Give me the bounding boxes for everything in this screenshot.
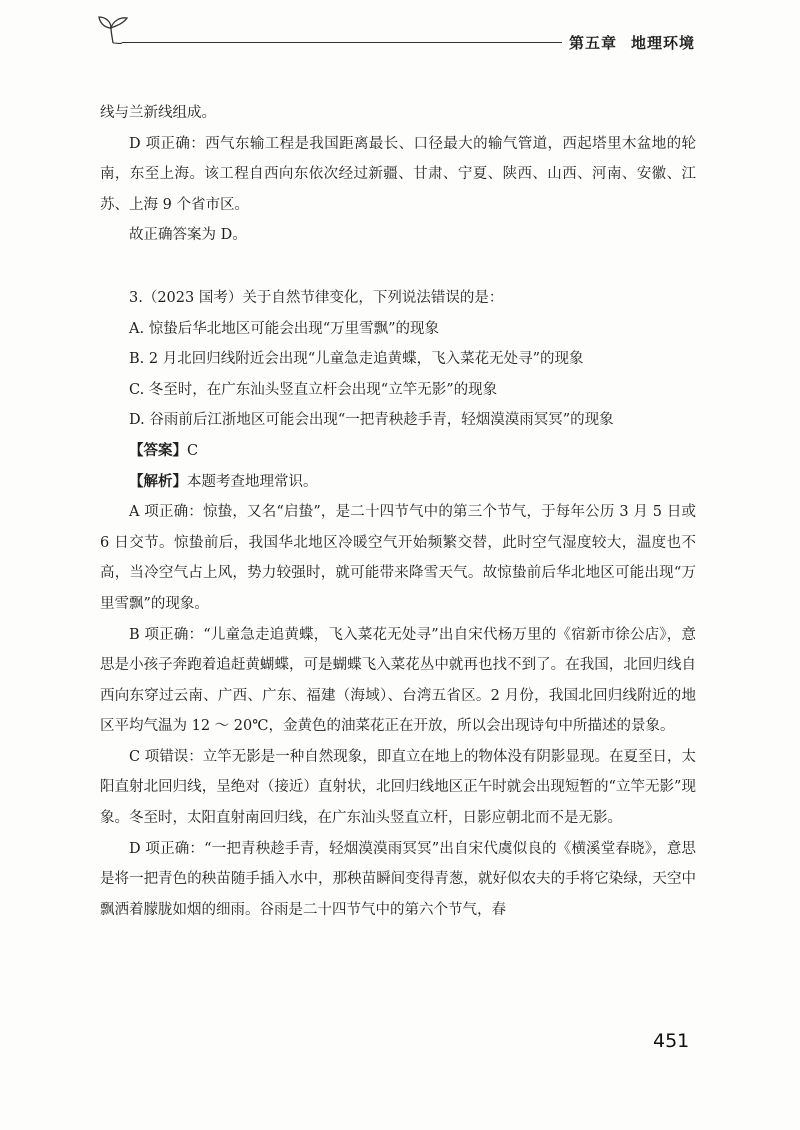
question-3-option-d: D. 谷雨前后江浙地区可能会出现“一把青秧趁手青，轻烟漠漠雨冥冥”的现象 xyxy=(129,412,614,429)
question-3-option-a: A. 惊蛰后华北地区可能会出现“万里雪飘”的现象 xyxy=(129,320,440,337)
chapter-number: 第五章 xyxy=(569,34,618,52)
page-body xyxy=(100,98,696,925)
spacer xyxy=(100,251,696,283)
answer-value: C xyxy=(187,442,199,459)
explanation-d: D 项正确：“一把青秧趁手青，轻烟漠漠雨冥冥”出自宋代虞似良的《横溪堂春晓》，意思是将一把青色的秧苗随手插入水中，那秧苗瞬间变得青葱，就好似农夫的手将它染绿，天空中飘洒着朦胧如烟的细雨。谷雨是二十四节气中的第六个节气，春 xyxy=(100,840,696,918)
explanation-a: A 项正确：惊蛰，又名“启蛰”，是二十四节气中的第三个节气，于每年公历 3 月 5 日或 6 日交节。惊蛰前后，我国华北地区冷暖空气开始频繁交替，此时空气湿度较大，温度也不高，当冷空气占上风，势力较强时，就可能带来降雪天气。故惊蛰前后华北地区可能出现“万里雪飘”的现象。 xyxy=(100,504,696,612)
answer-tag: 【答案】 xyxy=(129,441,187,459)
paragraph-option-d-explanation: D 项正确：西气东输工程是我国距离最长、口径最大的输气管道，西起塔里木盆地的轮南，东至上海。该工程自西向东依次经过新疆、甘肃、宁夏、陕西、山西、河南、安徽、江苏、上海 9 个省市区。 xyxy=(100,135,696,213)
page-header xyxy=(0,0,800,70)
question-3-option-c: C. 冬至时，在广东汕头竖直立杆会出现“立竿无影”的现象 xyxy=(129,381,498,398)
analysis-line xyxy=(100,467,696,498)
header-rule xyxy=(122,42,562,43)
explanation-c: C 项错误：立竿无影是一种自然现象，即直立在地上的物体没有阴影显现。在夏至日，太阳直射北回归线，呈绝对（接近）直射状，北回归线地区正午时就会出现短暂的“立竿无影”现象。冬至时，太阳直射南回归线，在广东汕头竖直立杆，日影应朝北而不是无影。 xyxy=(100,748,696,827)
answer-line xyxy=(100,436,696,467)
paragraph-conclusion: 故正确答案为 D。 xyxy=(129,227,247,244)
explanation-b: B 项正确：“儿童急走追黄蝶，飞入菜花无处寻”出自宋代杨万里的《宿新市徐公店》，意思是小孩子奔跑着追赶黄蝴蝶，可是蝴蝶飞入菜花丛中就再也找不到了。在我国，北回归线自西向东穿过云南、广西、广东、福建（海域）、台湾五省区。2 月份，我国北回归线附近的地区平均气温为 12 ～ 20℃，金黄色的油菜花正在开放，所以会出现诗句中所描述的景象。 xyxy=(100,626,696,735)
leaf-sprout-icon xyxy=(96,14,130,44)
question-3-option-b: B. 2 月北回归线附近会出现“儿童急走追黄蝶，飞入菜花无处寻”的现象 xyxy=(129,351,584,368)
analysis-tag: 【解析】 xyxy=(129,472,187,490)
chapter-title: 地理环境 xyxy=(631,34,696,52)
chapter-heading xyxy=(569,32,695,53)
paragraph-continuation: 线与兰新线组成。 xyxy=(100,105,216,121)
page-number: 451 xyxy=(653,1030,690,1052)
question-3-stem: 3.（2023 国考）关于自然节律变化，下列说法错误的是： xyxy=(129,289,504,306)
analysis-text: 本题考查地理常识。 xyxy=(187,473,318,490)
